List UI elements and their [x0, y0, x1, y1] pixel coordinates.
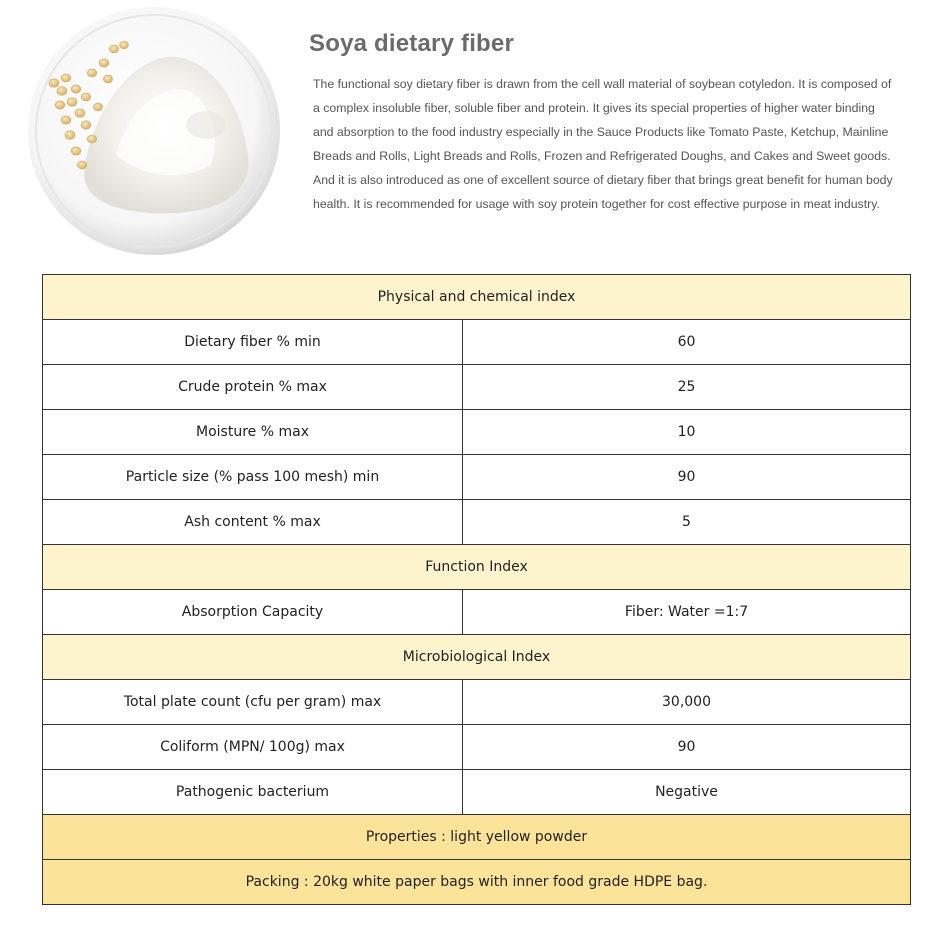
- row-label: Particle size (% pass 100 mesh) min: [43, 455, 463, 500]
- row-value: 5: [463, 500, 911, 545]
- row-value: Fiber: Water =1:7: [463, 590, 911, 635]
- row-value: 10: [463, 410, 911, 455]
- row-label: Absorption Capacity: [43, 590, 463, 635]
- section-header-row: [43, 635, 911, 680]
- packing-cell: Packing : 20kg white paper bags with inner food grade HDPE bag.: [43, 860, 911, 905]
- row-label: Total plate count (cfu per gram) max: [43, 680, 463, 725]
- product-description: The functional soy dietary fiber is drawn from the cell wall material of soybean cotyledon. It is composed of a complex insoluble fiber, soluble fiber and protein. It gives its special properties of higher water binding and absorption to the food industry especially in the Sauce Products like Tomato Paste, Ketchup, Mainline Breads and Rolls, Light Breads and Rolls, Frozen and Refrigerated Doughs, and Cakes and Sweet goods. And it is also introduced as one of excellent source of dietary fiber that brings great benefit for human body health. It is recommended for usage with soy protein together for cost effective purpose in meat industry.: [313, 77, 893, 211]
- microbiological-index-header: Microbiological Index: [43, 635, 911, 680]
- row-value: Negative: [463, 770, 911, 815]
- row-label: Dietary fiber % min: [43, 320, 463, 365]
- table-row: [43, 770, 911, 815]
- section-header-row: [43, 545, 911, 590]
- table-row: [43, 500, 911, 545]
- table-row: [43, 455, 911, 500]
- row-value: 25: [463, 365, 911, 410]
- row-label: Crude protein % max: [43, 365, 463, 410]
- table-row: [43, 725, 911, 770]
- spec-table: [42, 274, 911, 905]
- row-value: 60: [463, 320, 911, 365]
- table-row: [43, 410, 911, 455]
- physical-chemical-header: Physical and chemical index: [43, 275, 911, 320]
- row-value: 30,000: [463, 680, 911, 725]
- properties-row: [43, 815, 911, 860]
- row-value: 90: [463, 725, 911, 770]
- table-row: [43, 680, 911, 725]
- packing-row: [43, 860, 911, 905]
- table-row: [43, 320, 911, 365]
- row-value: 90: [463, 455, 911, 500]
- row-label: Moisture % max: [43, 410, 463, 455]
- row-label: Pathogenic bacterium: [43, 770, 463, 815]
- table-row: [43, 590, 911, 635]
- section-header-row: [43, 275, 911, 320]
- properties-cell: Properties : light yellow powder: [43, 815, 911, 860]
- function-index-header: Function Index: [43, 545, 911, 590]
- product-title: Soya dietary fiber: [309, 30, 515, 57]
- table-row: [43, 365, 911, 410]
- product-image: [26, 5, 282, 257]
- row-label: Ash content % max: [43, 500, 463, 545]
- row-label: Coliform (MPN/ 100g) max: [43, 725, 463, 770]
